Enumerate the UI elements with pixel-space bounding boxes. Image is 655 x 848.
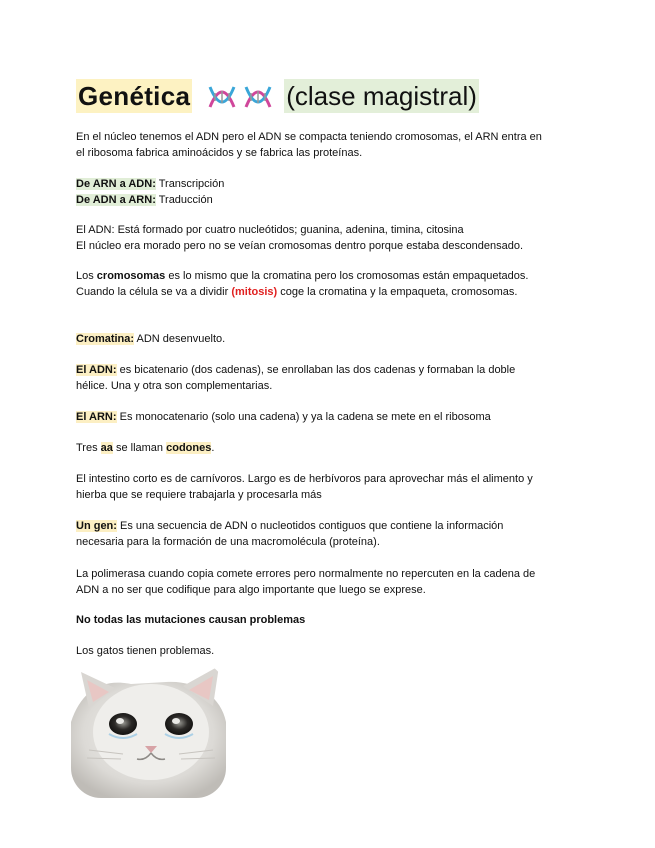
intestino-line-2: hierba que se requiere trabajarla y procesarla más — [76, 489, 322, 501]
cromatina-label: Cromatina: — [76, 333, 135, 345]
gatos-text: Los gatos tienen problemas. — [76, 645, 215, 657]
paragraph-mutaciones — [76, 612, 596, 628]
el-arn-text: Es monocatenario (solo una cadena) y ya la cadena se mete en el ribosoma — [116, 411, 491, 423]
paragraph-polimerasa — [76, 566, 596, 598]
crom-pre: Los — [76, 270, 97, 282]
polimerasa-line-2: ADN a no ser que codifique para algo importante que luego se exprese. — [76, 584, 426, 596]
el-adn-line-2: hélice. Una y otra son complementarias. — [76, 380, 273, 392]
aa-highlight: aa — [100, 442, 113, 454]
intestino-line-1: El intestino corto es de carnívoros. Largo es de herbívoros para aprovechar más el alimento y — [76, 473, 533, 485]
dna-icon — [206, 81, 278, 111]
adn-arn-label: De ADN a ARN: — [76, 194, 156, 206]
adn-arn-text: Traducción — [155, 194, 213, 206]
intro-line-1: En el núcleo tenemos el ADN pero el ADN se compacta teniendo cromosomas, el ARN entra en — [76, 131, 542, 143]
el-arn-label: El ARN: — [76, 411, 117, 423]
paragraph-el-arn — [76, 409, 596, 425]
el-adn-label: El ADN: — [76, 364, 117, 376]
mit-pre: Cuando la célula se va a dividir — [76, 286, 232, 298]
page-subtitle: (clase magistral) — [286, 81, 477, 111]
arn-adn-text: Transcripción — [155, 178, 225, 190]
gen-label: Un gen: — [76, 520, 117, 532]
paragraph-intro — [76, 129, 596, 161]
crom-post: es lo mismo que la cromatina pero los cromosomas están empaquetados. — [165, 270, 529, 282]
crying-cat-image — [71, 662, 226, 798]
adn-line-2: El núcleo era morado pero no se veían cromosomas dentro porque estaba descondensado. — [76, 240, 524, 252]
paragraph-transcription — [76, 176, 596, 208]
cat-illustration — [71, 662, 226, 798]
mutaciones-text: No todas las mutaciones causan problemas — [76, 614, 306, 626]
paragraph-cromatina — [76, 331, 596, 347]
paragraph-gen — [76, 518, 596, 550]
paragraph-el-adn — [76, 362, 596, 394]
paragraph-codones — [76, 440, 596, 456]
codones-highlight: codones — [166, 442, 212, 454]
gen-line-1: Es una secuencia de ADN o nucleotidos contiguos que contiene la información — [116, 520, 504, 532]
paragraph-intestino — [76, 471, 596, 503]
polimerasa-line-1: La polimerasa cuando copia comete errores pero normalmente no repercuten en la cadena de — [76, 568, 536, 580]
title-row — [76, 76, 479, 116]
paragraph-adn — [76, 222, 596, 254]
tres-mid: se llaman — [112, 442, 167, 454]
tres-post: . — [211, 442, 215, 454]
gen-line-2: necesaria para la formación de una macromolécula (proteína). — [76, 536, 380, 548]
mit-post: coge la cromatina y la empaqueta, cromosomas. — [277, 286, 518, 298]
crom-bold: cromosomas — [96, 270, 166, 282]
arn-adn-label: De ARN a ADN: — [76, 178, 156, 190]
page-title: Genética — [78, 81, 191, 111]
tres-pre: Tres — [76, 442, 101, 454]
paragraph-cromosomas — [76, 268, 596, 300]
adn-line-1: El ADN: Está formado por cuatro nucleótidos; guanina, adenina, timina, citosina — [76, 224, 464, 236]
el-adn-line-1: es bicatenario (dos cadenas), se enrollaban las dos cadenas y formaban la doble — [116, 364, 516, 376]
paragraph-gatos — [76, 643, 596, 659]
cromatina-text: ADN desenvuelto. — [134, 333, 226, 345]
mitosis-highlight: (mitosis) — [231, 286, 278, 298]
intro-line-2: el ribosoma fabrica aminoácidos y se fabrica las proteínas. — [76, 147, 363, 159]
